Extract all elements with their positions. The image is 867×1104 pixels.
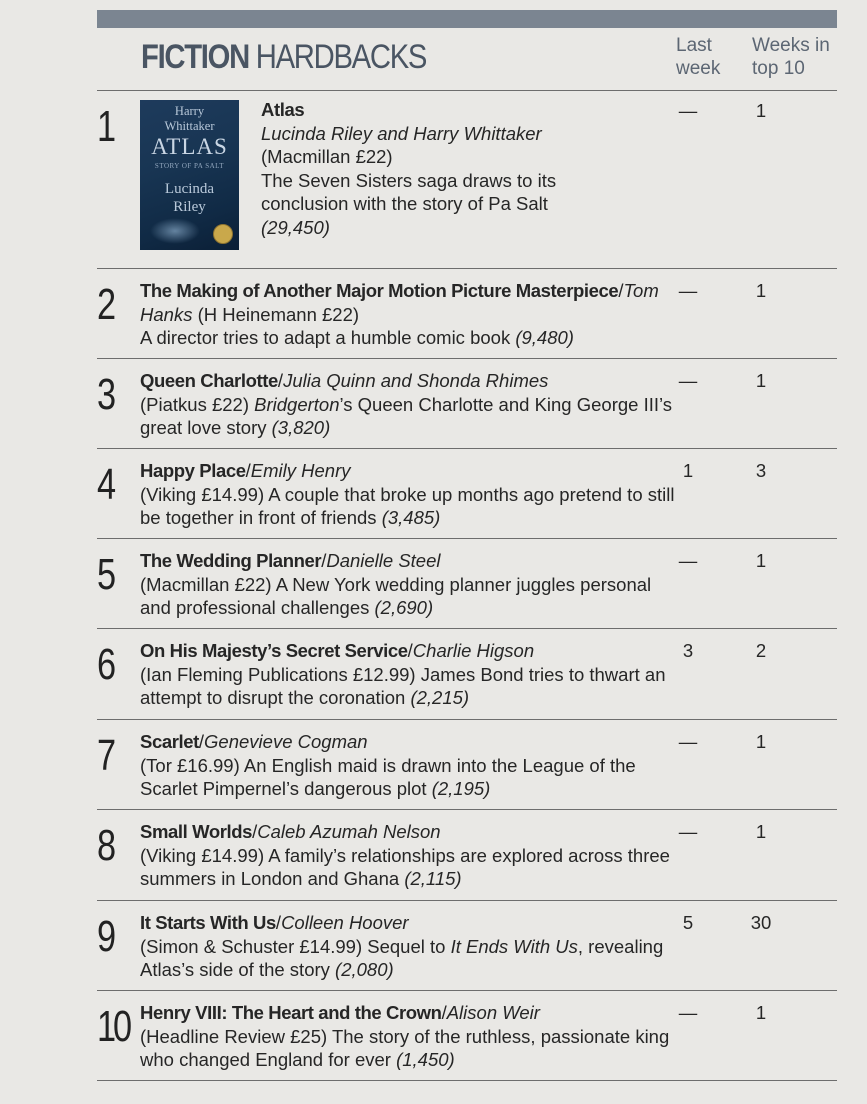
chart-entry-9 [97,900,837,991]
entry-sales: (3,485) [381,507,441,528]
entry-blurb: A director tries to adapt a humble comic book [140,327,511,348]
entry-text: The Making of Another Major Motion Picture Masterpiece/Tom Hanks (H Heinemann £22) A director tries to adapt a humble comic book (9,480) [140,280,659,348]
title-bold: FICTION [141,38,249,76]
chart-entry-2 [97,268,837,359]
book-cover-image [140,100,239,250]
entry-blurb: James Bond tries to thwart an attempt to disrupt the coronation [140,663,666,708]
entry-title: Atlas [261,99,305,120]
entry-author: Lucinda Riley and Harry Whittaker [261,122,542,144]
chart-entry-5 [97,538,837,629]
cover-subtitle: STORY OF PA SALT [154,162,225,170]
entry-text: It Starts With Us/Colleen Hoover (Simon & Schuster £14.99) Sequel to It Ends With Us, revealing Atlas’s side of the story (2,080) [140,912,664,980]
entry-publisher: (Headline Review £25) [140,1025,328,1047]
col-last-line2: week [676,58,721,79]
entry-title: Small Worlds [140,821,253,842]
entry-sales: (2,195) [431,778,491,799]
entry-sales: (9,480) [515,327,574,348]
cover-award-badge [213,224,233,244]
entry-text: Scarlet/Genevieve Cogman (Tor £16.99) An English maid is drawn into the League of the Scarlet Pimpernel’s dangerous plot (2,195) [140,731,636,799]
entry-weeks-in-top10: 1 [755,370,767,391]
entry-title: The Making of Another Major Motion Picture Masterpiece [140,280,619,301]
col-last-line1: Last [676,35,712,56]
entry-last-week: — [678,100,698,121]
chart-entry-8 [97,809,837,901]
chart-entry-1 [97,90,837,269]
entry-rank: 7 [97,731,115,780]
entry-rank: 5 [97,550,115,599]
entry-blurb: A New York wedding planner juggles personal and professional challenges [140,573,652,618]
entry-author: Danielle Steel [326,550,441,571]
column-header-weeks [752,34,830,80]
chart-header [97,28,837,91]
entry-sales: (29,450) [261,216,330,238]
entry-title: It Starts With Us [140,912,276,933]
entry-weeks-in-top10: 1 [755,731,767,752]
entry-author: Alison Weir [446,1002,540,1023]
entry-blurb-italic: Bridgerton [254,393,340,415]
entry-author: Tom Hanks [140,280,659,325]
column-header-last-week [676,34,720,80]
entry-rank: 2 [97,280,115,329]
entry-sales: (1,450) [396,1049,455,1070]
entry-last-week: 3 [682,640,694,661]
entry-blurb: The story of the ruthless, passionate king who changed England for ever [140,1025,670,1070]
entry-rank: 6 [97,640,115,689]
entry-last-week: — [678,550,698,571]
entry-publisher: (Tor £16.99) [140,754,240,776]
entry-author: Colleen Hoover [281,912,409,933]
title-light: HARDBACKS [255,38,427,76]
entry-publisher: (Simon & Schuster £14.99) [140,935,363,957]
entry-text: The Wedding Planner/Danielle Steel (Macmillan £22) A New York wedding planner juggles personal and professional challenges (2,690) [140,550,652,618]
entry-text: Queen Charlotte/Julia Quinn and Shonda Rhimes (Piatkus £22) Bridgerton’s Queen Charlotte and King George III’s great love story (3,820) [140,370,673,438]
header-color-bar [97,10,837,28]
entry-blurb: Sequel to [367,935,446,957]
entry-last-week: 5 [682,912,694,933]
page-title [141,38,426,77]
chart-entry-3 [97,358,837,449]
entry-author: Genevieve Cogman [204,731,368,752]
entry-rank: 4 [97,460,115,509]
entry-weeks-in-top10: 1 [755,1002,767,1023]
entry-publisher: (Ian Fleming Publications £12.99) [140,663,416,685]
entry-sales: (2,080) [335,959,394,980]
entry-last-week: — [678,1002,698,1023]
entry-sales: (2,690) [374,597,434,618]
entry-blurb-end: , revealing Atlas’s side of the story [140,935,664,980]
entry-last-week: — [678,280,698,301]
entry-publisher: (H Heinemann £22) [197,303,360,325]
entry-publisher: (Macmillan £22) [261,146,393,167]
entry-rank: 1 [97,102,115,151]
entry-publisher: (Piatkus £22) [140,393,249,415]
entry-rank: 3 [97,370,115,419]
entry-weeks-in-top10: 30 [750,912,772,933]
entry-author: Caleb Azumah Nelson [257,821,441,842]
entry-blurb-italic: It Ends With Us [450,935,578,957]
entry-sales: (2,215) [410,687,470,708]
entry-title: Happy Place [140,460,246,481]
chart-entry-4 [97,448,837,539]
entry-weeks-in-top10: 2 [755,640,767,661]
entry-title: Queen Charlotte [140,370,278,391]
entry-weeks-in-top10: 1 [755,100,767,121]
cover-title: ATLAS [151,134,228,159]
entry-weeks-in-top10: 3 [755,460,767,481]
entry-title: Henry VIII: The Heart and the Crown [140,1002,442,1023]
chart-entry-10 [97,990,837,1081]
chart-entry-6 [97,628,837,720]
entry-last-week: — [678,370,698,391]
entry-title: The Wedding Planner [140,550,322,571]
entry-weeks-in-top10: 1 [755,550,767,571]
entry-sales: (2,115) [404,868,462,889]
entry-weeks-in-top10: 1 [755,821,767,842]
col-weeks-line1: Weeks in [752,35,830,56]
entry-blurb: A couple that broke up months ago pretend to still be together in front of friends [140,483,675,528]
entry-blurb: The Seven Sisters saga draws to its conclusion with the story of Pa Salt [261,169,557,214]
entry-title: Scarlet [140,731,199,752]
entry-author: Charlie Higson [412,640,535,661]
entry-publisher: (Viking £14.99) [140,844,265,866]
entry-text: Henry VIII: The Heart and the Crown/Alison Weir (Headline Review £25) The story of the ruthless, passionate king who changed England for ever (1,450) [140,1002,670,1070]
chart-entry-7 [97,719,837,810]
entry-text: On His Majesty’s Secret Service/Charlie Higson (Ian Fleming Publications £12.99) James Bond tries to thwart an attempt to disrupt the coronation (2,215) [140,640,666,708]
entry-blurb: ’s Queen Charlotte and King George III’s great love story [140,393,673,438]
entry-text: Small Worlds/Caleb Azumah Nelson (Viking £14.99) A family’s relationships are explored across three summers in London and Ghana (2,115) [140,821,670,889]
entry-rank: 10 [97,1002,129,1051]
entry-blurb: A family’s relationships are explored across three summers in London and Ghana [140,844,670,889]
entry-rank: 9 [97,912,115,961]
entry-text: Happy Place/Emily Henry (Viking £14.99) A couple that broke up months ago pretend to still be together in front of friends (3,485) [140,460,675,528]
entry-rank: 8 [97,821,115,870]
entry-author: Julia Quinn and Shonda Rhimes [283,370,549,391]
entry-publisher: (Viking £14.99) [140,483,265,505]
entry-author: Emily Henry [250,460,351,481]
entry-last-week: — [678,821,698,842]
entry-last-week: — [678,731,698,752]
entry-sales: (3,820) [271,417,331,438]
cover-author-top: Harry Whittaker [164,104,215,133]
entry-last-week: 1 [682,460,694,481]
col-weeks-line2: top 10 [752,58,805,79]
entry-blurb: An English maid is drawn into the League of the Scarlet Pimpernel’s dangerous plot [140,754,636,799]
entry-text [261,98,631,239]
cover-author-bottom: Lucinda Riley [164,181,215,215]
entry-title: On His Majesty’s Secret Service [140,640,408,661]
cover-light [150,218,200,244]
entry-publisher: (Macmillan £22) [140,573,272,595]
entry-weeks-in-top10: 1 [755,280,767,301]
